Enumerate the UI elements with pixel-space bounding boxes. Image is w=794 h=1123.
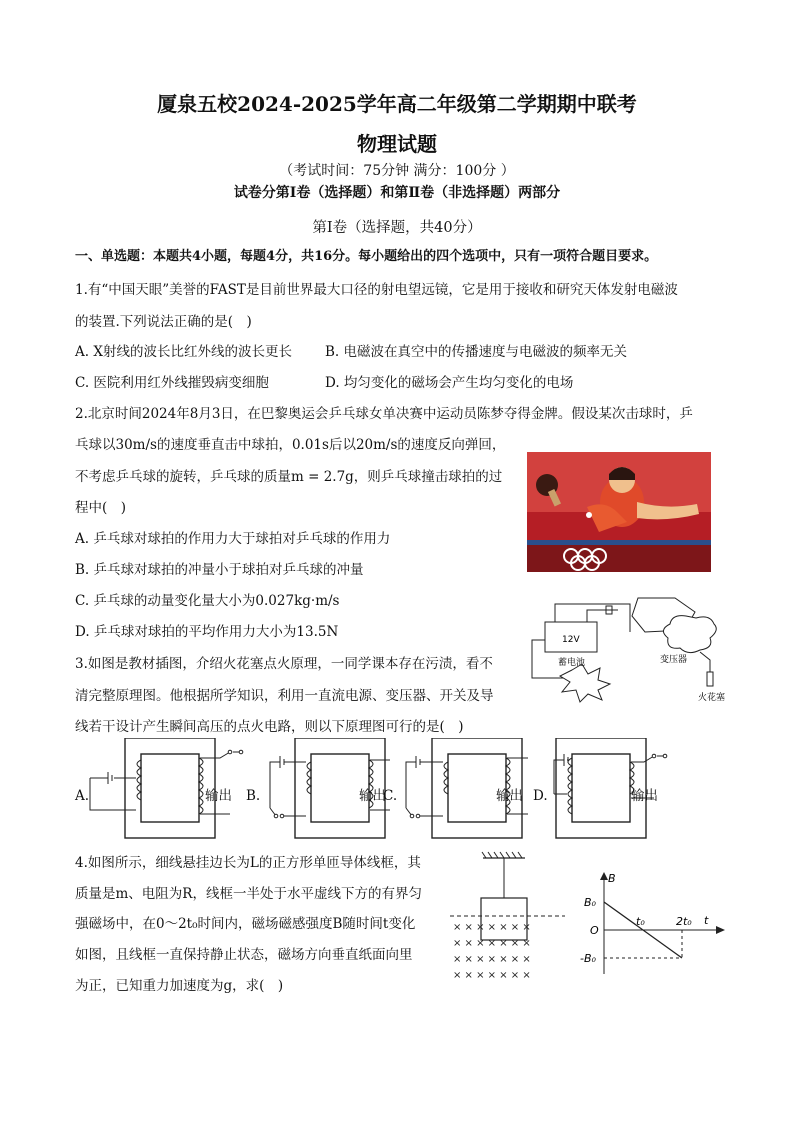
part1-title: 第Ⅰ卷（选择题，共40分） <box>312 220 482 236</box>
spark-plug-figure <box>510 590 740 710</box>
graph-neg-b0: -B₀ <box>580 952 596 965</box>
q3-label-c: C. <box>383 788 398 804</box>
q4-stem-5: 为正，已知重力加速度为g，求( ) <box>75 978 284 994</box>
q1-option-a: A. X射线的波长比红外线的波长更长 <box>75 344 292 360</box>
q1-option-d: D. 均匀变化的磁场会产生均匀变化的电场 <box>325 375 574 391</box>
graph-origin: O <box>590 924 599 937</box>
section1-heading: 一、单选题：本题共4小题，每题4分，共16分。每小题给出的四个选项中，只有一项符合题目要求。 <box>75 249 658 264</box>
q3-output-d: 输出 <box>631 788 658 804</box>
exam-info: （考试时间：75分钟 满分：100分 ） <box>279 163 515 179</box>
q2-stem-1: 2.北京时间2024年8月3日，在巴黎奥运会乒乓球女单决赛中运动员陈梦夺得金牌。假设某次击球时，乒 <box>75 406 693 422</box>
q4-stem-1: 4.如图所示，细线悬挂边长为L的正方形单匝导体线框，其 <box>75 855 421 871</box>
exam-title: 厦泉五校2024-2025学年高二年级第二学期期中联考 <box>157 92 637 116</box>
q3-stem-3: 线若干设计产生瞬间高压的点火电路，则以下原理图可行的是( ) <box>75 719 464 735</box>
q2-option-b: B. 乒乓球对球拍的冲量小于球拍对乒乓球的冲量 <box>75 562 364 578</box>
q1-option-c: C. 医院利用红外线摧毁病变细胞 <box>75 375 269 391</box>
subject-title: 物理试题 <box>357 132 437 156</box>
graph-t0: t₀ <box>636 915 645 928</box>
q4-stem-3: 强磁场中，在0～2t₀时间内，磁场磁感强度B随时间t变化 <box>75 916 416 932</box>
q4-stem-4: 如图，且线框一直保持静止状态，磁场方向垂直纸面向里 <box>75 947 413 963</box>
graph-axis-b: B <box>608 872 616 885</box>
exam-structure: 试卷分第Ⅰ卷（选择题）和第Ⅱ卷（非选择题）两部分 <box>233 185 561 201</box>
q2-option-c: C. 乒乓球的动量变化量大小为0.027kg·m/s <box>75 593 340 609</box>
svg-text:× × × × × × ×: × × × × × × × <box>453 938 531 949</box>
q3-label-a: A. <box>75 788 90 804</box>
svg-text:× × × × × × ×: × × × × × × × <box>453 954 531 965</box>
q2-option-d: D. 乒乓球对球拍的平均作用力大小为13.5N <box>75 624 339 640</box>
q3-stem-2: 清完整原理图。他根据所学知识，利用一直流电源、变压器、开关及导 <box>75 688 494 704</box>
table-tennis-photo <box>527 452 711 572</box>
q1-stem-1: 1.有“中国天眼”美誉的FAST是目前世界最大口径的射电望远镜，它是用于接收和研究天体发射电磁波 <box>75 282 678 298</box>
graph-2t0: 2t₀ <box>676 915 692 928</box>
q2-stem-3: 不考虑乒乓球的旋转，乒乓球的质量m = 2.7g，则乒乓球撞击球拍的过 <box>75 469 503 485</box>
q3-stem-1: 3.如图是教材插图，介绍火花塞点火原理，一同学课本存在污渍，看不 <box>75 656 493 672</box>
q1-option-b: B. 电磁波在真空中的传播速度与电磁波的频率无关 <box>325 344 628 360</box>
spark-plug-label: 火花塞 <box>698 693 726 703</box>
q2-option-a: A. 乒乓球对球拍的作用力大于球拍对乒乓球的作用力 <box>75 531 391 547</box>
svg-text:× × × × × × ×: × × × × × × × <box>453 970 531 981</box>
q3-output-c: 输出 <box>496 788 523 804</box>
q3-output-a: 输出 <box>205 788 232 804</box>
frame-in-field-figure <box>445 848 575 988</box>
q3-label-b: B. <box>246 788 261 804</box>
graph-b0: B₀ <box>584 896 596 909</box>
q1-stem-2: 的装置.下列说法正确的是( ) <box>75 314 252 330</box>
graph-axis-t: t <box>704 914 709 927</box>
battery-voltage-label: 12V <box>562 635 580 645</box>
q4-stem-2: 质量是m、电阻为R，线框一半处于水平虚线下方的有界匀 <box>75 886 422 902</box>
b-t-graph <box>580 868 730 976</box>
battery-label: 蓄电池 <box>558 658 586 668</box>
transformer-label: 变压器 <box>660 655 688 665</box>
svg-text:× × × × × × ×: × × × × × × × <box>453 922 531 933</box>
q3-label-d: D. <box>533 788 548 804</box>
q2-stem-4: 程中( ) <box>75 500 127 516</box>
q2-stem-2: 乓球以30m/s的速度垂直击中球拍，0.01s后以20m/s的速度反向弹回， <box>75 437 506 453</box>
q3-output-b: 输出 <box>359 788 386 804</box>
